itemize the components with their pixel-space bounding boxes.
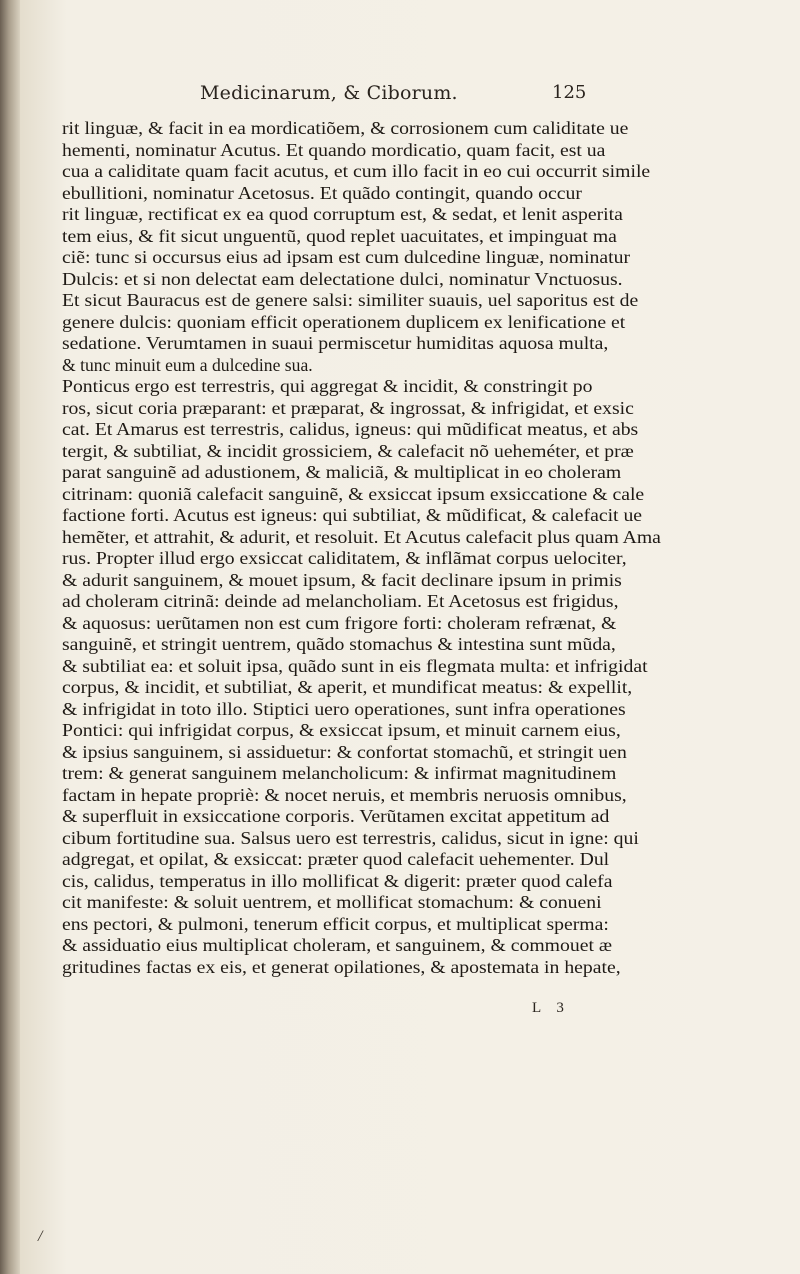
text-line: rit linguæ, & facit in ea mordicatiõem, & corrosionem cum caliditate ue [62,118,629,138]
body-text [62,118,662,978]
text-line: sedatione. Verumtamen in suaui permiscetur humiditas aquosa multa, [62,333,609,353]
text-line: & assiduatio eius multiplicat choleram, et sanguinem, & commouet æ [62,935,612,955]
text-line: corpus, & incidit, et subtiliat, & aperit, et mundificat meatus: & expellit, [62,677,633,697]
text-line: hemẽter, et attrahit, & adurit, et resoluit. Et Acutus calefacit plus quam Ama [62,526,661,547]
page-header [20,82,800,112]
text-line: citrinam: quoniã calefacit sanguinẽ, & exsiccat ipsum exsiccatione & cale [62,483,645,504]
text-line: trem: & generat sanguinem melancholicum: & infirmat magnitudinem [62,763,617,783]
running-head: Medicinarum, & Ciborum. [200,82,458,104]
text-line: genere dulcis: quoniam efficit operationem duplicem ex lenificatione et [62,311,626,332]
text-line: Ponticus ergo est terrestris, qui aggregat & incidit, & constringit po [62,376,593,396]
text-line: cua a caliditate quam facit acutus, et cum illo facit in eo cui occurrit simile [62,161,651,181]
text-line: adgregat, et opilat, & exsiccat: præter quod calefacit uehementer. Dul [62,849,610,869]
text-line: & ipsius sanguinem, si assiduetur: & confortat stomachũ, et stringit uen [62,741,627,762]
text-line: & adurit sanguinem, & mouet ipsum, & facit declinare ipsum in primis [62,569,622,590]
text-line: sanguinẽ, et stringit uentrem, quãdo stomachus & intestina sunt mũda, [62,634,616,654]
text-line: & tunc minuit eum a dulcedine sua. [62,354,313,375]
book-page [20,0,800,1274]
page-number: 125 [552,82,587,103]
text-line: ebullitioni, nominatur Acetosus. Et quãdo contingit, quando occur [62,182,582,203]
book-binding-shadow [0,0,20,1274]
text-line: cat. Et Amarus est terrestris, calidus, igneus: qui mũdificat meatus, et abs [62,419,639,439]
text-line: & infrigidat in toto illo. Stiptici uero operationes, sunt infra operationes [62,698,626,719]
text-line: & aquosus: uerũtamen non est cum frigore forti: choleram refrænat, & [62,612,617,633]
text-line: & superfluit in exsiccatione corporis. Verũtamen excitat appetitum ad [62,806,610,826]
text-line: cis, calidus, temperatus in illo mollificat & digerit: præter quod calefa [62,870,613,891]
text-line: tergit, & subtiliat, & incidit grossiciem, & calefacit nõ ueheméter, et præ [62,440,634,461]
text-line: rus. Propter illud ergo exsiccat caliditatem, & inflãmat corpus uelociter, [62,548,627,568]
text-line: Et sicut Bauracus est de genere salsi: similiter suauis, uel saporitus est de [62,290,639,310]
text-line: cibum fortitudine sua. Salsus uero est terrestris, calidus, sicut in igne: qui [62,827,639,848]
text-line: & subtiliat ea: et soluit ipsa, quãdo sunt in eis flegmata multa: et infrigidat [62,655,648,676]
text-line: factam in hepate propriè: & nocet neruis, et membris neruosis omnibus, [62,784,627,805]
text-line: ens pectori, & pulmoni, tenerum efficit corpus, et multiplicat sperma: [62,913,609,934]
text-line: Dulcis: et si non delectat eam delectatione dulci, nominatur Vnctuosus. [62,268,623,289]
text-line: ros, sicut coria præparant: et præparat, & ingrossat, & infrigidat, et exsic [62,397,634,418]
text-line: Pontici: qui infrigidat corpus, & exsiccat ipsum, et minuit carnem eius, [62,720,621,740]
text-line: ciẽ: tunc si occursus eius ad ipsam est cum dulcedine linguæ, nominatur [62,247,631,267]
text-line: factione forti. Acutus est igneus: qui subtiliat, & mũdificat, & calefacit ue [62,505,643,525]
text-line: parat sanguinẽ ad adustionem, & maliciã, & multiplicat in eo choleram [62,462,622,482]
text-line: hementi, nominatur Acutus. Et quando mordicatio, quam facit, est ua [62,139,606,160]
text-line: ad choleram citrinã: deinde ad melancholiam. Et Acetosus est frigidus, [62,591,619,611]
text-line: tem eius, & fit sicut unguentũ, quod replet uacuitates, et impinguat ma [62,225,617,246]
signature-mark: L 3 [532,1000,570,1016]
margin-mark: / [38,1228,43,1245]
text-line: rit linguæ, rectificat ex ea quod corruptum est, & sedat, et lenit asperita [62,204,623,224]
text-line: gritudines factas ex eis, et generat opilationes, & apostemata in hepate, [62,956,621,977]
text-line: cit manifeste: & soluit uentrem, et mollificat stomachum: & conueni [62,892,602,912]
